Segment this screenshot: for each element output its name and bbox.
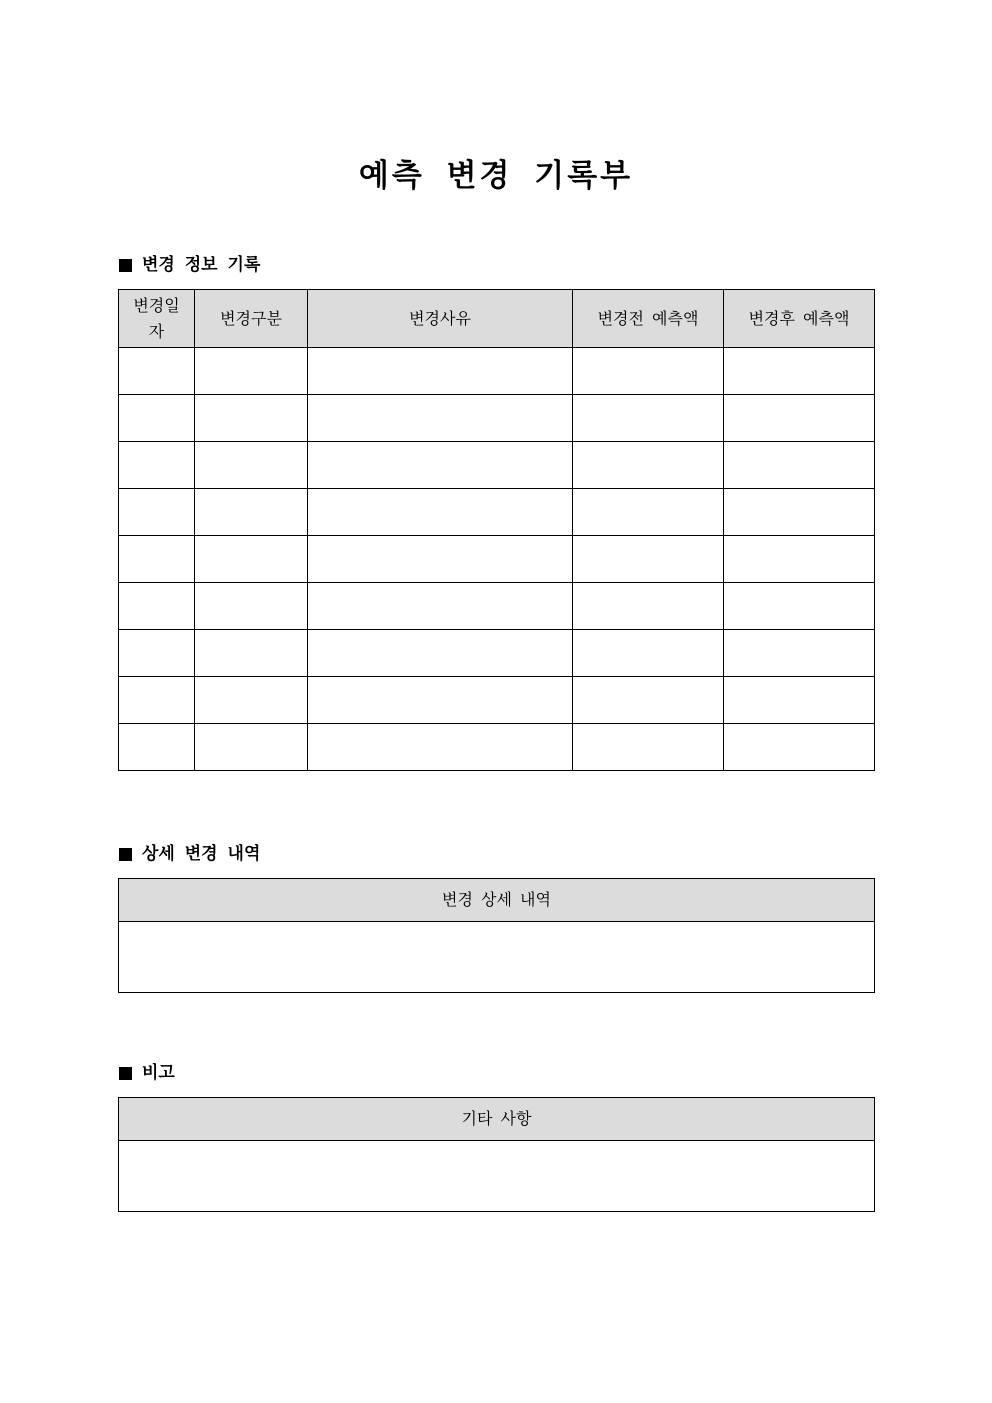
table-row bbox=[119, 348, 875, 395]
type-cell[interactable] bbox=[195, 724, 308, 771]
reason-cell[interactable] bbox=[308, 724, 573, 771]
after-amount-cell[interactable] bbox=[724, 677, 875, 724]
section-heading-change-info bbox=[119, 253, 260, 277]
section-heading-detail bbox=[119, 842, 260, 866]
after-amount-cell[interactable] bbox=[724, 630, 875, 677]
before-amount-cell[interactable] bbox=[573, 677, 724, 724]
square-bullet-icon bbox=[119, 848, 132, 861]
document-title: 예측 변경 기록부 bbox=[358, 157, 634, 194]
before-amount-cell[interactable] bbox=[573, 630, 724, 677]
section-heading-label: 상세 변경 내역 bbox=[142, 844, 261, 864]
table-row bbox=[119, 442, 875, 489]
section-heading-label: 비고 bbox=[142, 1063, 175, 1083]
column-header-reason: 변경사유 bbox=[308, 290, 573, 348]
after-amount-cell[interactable] bbox=[724, 724, 875, 771]
reason-cell[interactable] bbox=[308, 348, 573, 395]
reason-cell[interactable] bbox=[308, 677, 573, 724]
date-cell[interactable] bbox=[119, 395, 195, 442]
square-bullet-icon bbox=[119, 259, 132, 272]
after-amount-cell[interactable] bbox=[724, 395, 875, 442]
type-cell[interactable] bbox=[195, 677, 308, 724]
detail-table bbox=[118, 878, 875, 993]
table-row bbox=[119, 489, 875, 536]
column-header-type: 변경구분 bbox=[195, 290, 308, 348]
square-bullet-icon bbox=[119, 1067, 132, 1080]
table-row bbox=[119, 677, 875, 724]
table-row bbox=[119, 395, 875, 442]
table-row bbox=[119, 583, 875, 630]
date-cell[interactable] bbox=[119, 583, 195, 630]
type-cell[interactable] bbox=[195, 348, 308, 395]
type-cell[interactable] bbox=[195, 583, 308, 630]
date-cell[interactable] bbox=[119, 630, 195, 677]
column-header-date: 변경일자 bbox=[119, 290, 195, 348]
type-cell[interactable] bbox=[195, 536, 308, 583]
section-heading-label: 변경 정보 기록 bbox=[142, 255, 261, 275]
type-cell[interactable] bbox=[195, 630, 308, 677]
reason-cell[interactable] bbox=[308, 630, 573, 677]
type-cell[interactable] bbox=[195, 395, 308, 442]
after-amount-cell[interactable] bbox=[724, 442, 875, 489]
remarks-table bbox=[118, 1097, 875, 1212]
change-info-table bbox=[118, 289, 875, 771]
reason-cell[interactable] bbox=[308, 395, 573, 442]
table-header-row bbox=[119, 290, 875, 348]
table-row bbox=[119, 536, 875, 583]
table-row bbox=[119, 724, 875, 771]
reason-cell[interactable] bbox=[308, 442, 573, 489]
reason-cell[interactable] bbox=[308, 489, 573, 536]
date-cell[interactable] bbox=[119, 442, 195, 489]
before-amount-cell[interactable] bbox=[573, 536, 724, 583]
type-cell[interactable] bbox=[195, 489, 308, 536]
column-header-before-amount: 변경전 예측액 bbox=[573, 290, 724, 348]
before-amount-cell[interactable] bbox=[573, 348, 724, 395]
date-cell[interactable] bbox=[119, 348, 195, 395]
after-amount-cell[interactable] bbox=[724, 489, 875, 536]
before-amount-cell[interactable] bbox=[573, 395, 724, 442]
column-header-after-amount: 변경후 예측액 bbox=[724, 290, 875, 348]
remarks-content-cell[interactable] bbox=[119, 1141, 875, 1212]
table-row bbox=[119, 630, 875, 677]
after-amount-cell[interactable] bbox=[724, 536, 875, 583]
detail-header: 변경 상세 내역 bbox=[119, 879, 875, 922]
remarks-header: 기타 사항 bbox=[119, 1098, 875, 1141]
detail-content-cell[interactable] bbox=[119, 922, 875, 993]
before-amount-cell[interactable] bbox=[573, 724, 724, 771]
date-cell[interactable] bbox=[119, 724, 195, 771]
date-cell[interactable] bbox=[119, 536, 195, 583]
date-cell[interactable] bbox=[119, 677, 195, 724]
before-amount-cell[interactable] bbox=[573, 489, 724, 536]
date-cell[interactable] bbox=[119, 489, 195, 536]
type-cell[interactable] bbox=[195, 442, 308, 489]
before-amount-cell[interactable] bbox=[573, 442, 724, 489]
reason-cell[interactable] bbox=[308, 583, 573, 630]
section-heading-remarks bbox=[119, 1061, 175, 1085]
reason-cell[interactable] bbox=[308, 536, 573, 583]
after-amount-cell[interactable] bbox=[724, 348, 875, 395]
after-amount-cell[interactable] bbox=[724, 583, 875, 630]
before-amount-cell[interactable] bbox=[573, 583, 724, 630]
